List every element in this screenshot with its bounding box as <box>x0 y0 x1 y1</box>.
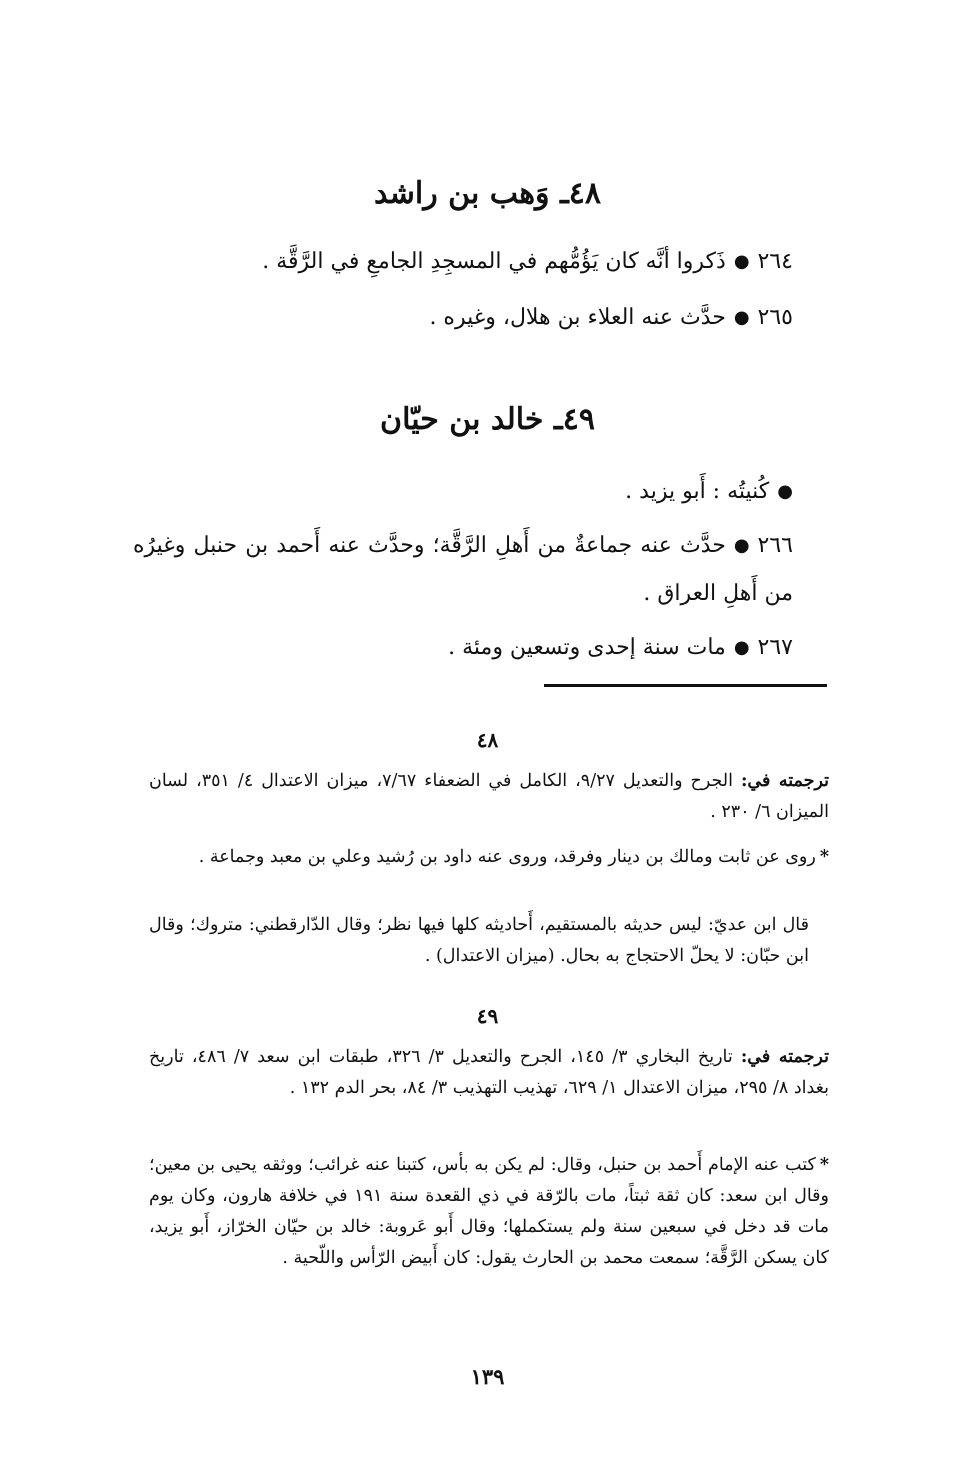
kunya-line <box>133 468 793 516</box>
section-heading-49: ٤٩ـ خالد بن حيّان <box>380 402 595 437</box>
entry-266 <box>133 522 793 618</box>
footnote-separator <box>544 684 827 687</box>
entry-267 <box>133 624 793 672</box>
note-text: كتب عنه الإمام أَحمد بن حنبل، وقال: لم يكن به بأس، كتبنا عنه غرائب؛ ووثقه يحيى بن معين؛ وقال ابن سعد: كان ثقة ثبتاً، مات بالرّقة في ذي القعدة سنة ١٩١ في خلافة هارون، وكان يوم مات قد دخل في سبعين سنة ولم يستكملها؛ وقال أَبو عَروبة: خالد بن حيّان الخرّاز، أَبو يزيد، كان يسكن الرَّقَّة؛ سمعت محمد بن الحارث يقول: كان أَبيض الرّأس واللّحية . <box>149 1155 829 1268</box>
entry-text: حدَّث عنه العلاء بن هلال، وغيره . <box>429 305 726 330</box>
bullet-icon: ● <box>777 481 793 502</box>
tarjama-text: تاريخ البخاري ٣/ ١٤٥، الجرح والتعديل ٣/ ٣٢٦، طبقات ابن سعد ٧/ ٤٨٦، تاريخ بغداد ٨/ ٢٩٥، ميزان الاعتدال ١/ ٦٢٩، تهذيب التهذيب ٣/ ٨٤، بحر الدم ١٣٢ . <box>149 1047 829 1098</box>
page-number: ١٣٩ <box>470 1364 505 1389</box>
tarjama-label: ترجمته في: <box>740 1047 829 1067</box>
footnote-48-quote <box>149 910 809 972</box>
footnote-49-sources <box>149 1042 829 1104</box>
entry-264 <box>133 238 793 286</box>
footnote-number-48: ٤٨ <box>476 728 499 752</box>
bullet-icon: ● <box>733 307 750 328</box>
entry-text: مات سنة إحدى وتسعين ومئة . <box>448 635 726 660</box>
footnote-49-note <box>149 1150 829 1274</box>
quote-text: قال ابن عديّ: ليس حديثه بالمستقيم، أَحاديثه كلها فيها نظر؛ وقال الدّارقطني: متروك؛ وقال ابن حبّان: لا يحلّ الاحتجاج به بحال. (ميزان الاعتدال) . <box>149 915 809 966</box>
footnote-48-note <box>149 842 829 873</box>
kunya-text: كُنيتُه : أَبو يزيد . <box>625 479 770 504</box>
note-text: روى عن ثابت ومالك بن دينار وفرقد، وروى عنه داود بن رُشيد وعلي بن معبد وجماعة . <box>198 847 816 867</box>
entry-265 <box>133 294 793 342</box>
asterisk-icon: * <box>819 847 829 867</box>
bullet-icon: ● <box>733 251 750 272</box>
tarjama-text: الجرح والتعديل ٩/٢٧، الكامل في الضعفاء ٧/٦٧، ميزان الاعتدال ٤/ ٣٥١، لسان الميزان ٦/ ٢٣٠ . <box>149 771 829 822</box>
asterisk-icon: * <box>819 1155 829 1175</box>
bullet-icon: ● <box>733 535 750 556</box>
entry-number: ٢٦٤ <box>757 249 793 274</box>
entry-number: ٢٦٥ <box>757 305 793 330</box>
footnote-number-49: ٤٩ <box>476 1004 499 1028</box>
entry-number: ٢٦٧ <box>757 635 793 660</box>
entry-number: ٢٦٦ <box>757 533 793 558</box>
entry-text: ذَكروا أنَّه كان يَؤُمُّهم في المسجِدِ الجامعِ في الرَّقَّة . <box>262 249 726 274</box>
tarjama-label: ترجمته في: <box>740 771 829 791</box>
footnote-48-sources <box>149 766 829 828</box>
bullet-icon: ● <box>733 637 750 658</box>
section-heading-48: ٤٨ـ وَهب بن راشد <box>373 176 601 211</box>
entry-text: حدَّث عنه جماعةٌ من أَهلِ الرَّقَّة؛ وحدَّث عنه أَحمد بن حنبل وغيرُه من أَهلِ العراق . <box>133 533 793 606</box>
